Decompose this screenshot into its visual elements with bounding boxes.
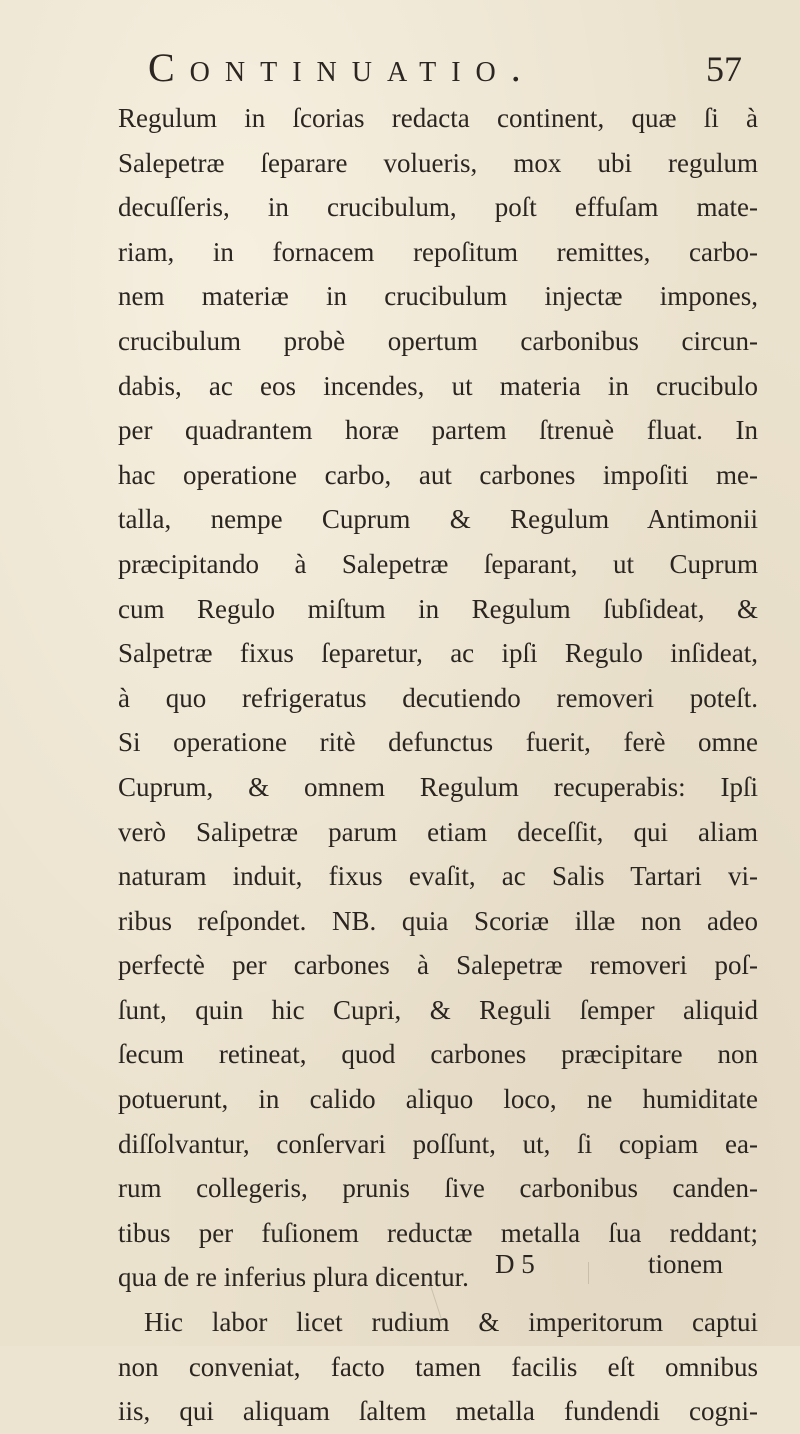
text-line: iis, qui aliquam ſaltem metalla fundendi cogni- bbox=[118, 1396, 758, 1427]
text-line: Si operatione ritè defunctus fuerit, ferè omne bbox=[118, 727, 758, 758]
text-line: decuſſeris, in crucibulum, poſt effuſam mate- bbox=[118, 192, 758, 223]
text-line: Regulum in ſcorias redacta continent, quæ ſi à bbox=[118, 103, 758, 133]
text-line: talla, nempe Cuprum & Regulum Antimonii bbox=[118, 504, 758, 535]
text-line: nem materiæ in crucibulum injectæ impones, bbox=[118, 281, 758, 312]
text-line: perfectè per carbones à Salepetræ removeri poſ- bbox=[118, 950, 758, 981]
ink-speck bbox=[588, 1262, 589, 1284]
text-line: ſunt, quin hic Cupri, & Reguli ſemper aliquid bbox=[118, 994, 758, 1025]
text-line: Salepetræ ſeparare volueris, mox ubi regulum bbox=[118, 147, 758, 178]
text-line: à quo refrigeratus decutiendo removeri poteſt. bbox=[118, 682, 758, 713]
text-line: naturam induit, fixus evaſit, ac Salis Tartari vi- bbox=[118, 861, 758, 892]
text-line: tibus per fuſionem reductæ metalla ſua reddant; bbox=[118, 1217, 758, 1248]
text-line: hac operatione carbo, aut carbones impoſiti me- bbox=[118, 459, 758, 490]
text-line: riam, in fornacem repoſitum remittes, carbo- bbox=[118, 236, 758, 267]
text-line: ribus reſpondet. NB. quia Scoriæ illæ non adeo bbox=[118, 905, 758, 936]
signature-mark: D 5 bbox=[495, 1249, 535, 1279]
text-line: qua de re inferius plura dicentur. bbox=[118, 1262, 469, 1293]
text-line: Hic labor licet rudium & imperitorum captui bbox=[144, 1307, 758, 1338]
text-line: verò Salipetræ parum etiam deceſſit, qui aliam bbox=[118, 816, 758, 847]
text-line: rum collegeris, prunis ſive carbonibus canden- bbox=[118, 1173, 758, 1204]
page-footer bbox=[0, 1242, 800, 1286]
text-line: crucibulum probè opertum carbonibus circun- bbox=[118, 325, 758, 356]
text-line: dabis, ac eos incendes, ut materia in crucibulo bbox=[118, 370, 758, 401]
text-line: cum Regulo miſtum in Regulum ſubſideat, & bbox=[118, 593, 758, 624]
text-line: Cuprum, & omnem Regulum recuperabis: Ipſi bbox=[118, 771, 758, 802]
text-line: diſſolvantur, conſervari poſſunt, ut, ſi copiam ea- bbox=[118, 1128, 758, 1159]
running-head: Continuatio. bbox=[148, 45, 536, 90]
text-line: per quadrantem horæ partem ſtrenuè fluat. In bbox=[118, 415, 758, 446]
text-line: Salpetræ fixus ſeparetur, ac ipſi Regulo inſideat, bbox=[118, 638, 758, 669]
text-line: potuerunt, in calido aliquo loco, ne humiditate bbox=[118, 1084, 758, 1115]
text-line: ſecum retineat, quod carbones præcipitare non bbox=[118, 1039, 758, 1070]
page-number: 57 bbox=[706, 49, 742, 89]
page-header bbox=[0, 40, 800, 100]
text-line: præcipitando à Salepetræ ſeparant, ut Cuprum bbox=[118, 548, 758, 579]
text-line: non conveniat, facto tamen facilis eſt omnibus bbox=[118, 1351, 758, 1382]
catchword: tionem bbox=[648, 1249, 723, 1279]
body-text bbox=[118, 96, 758, 1434]
